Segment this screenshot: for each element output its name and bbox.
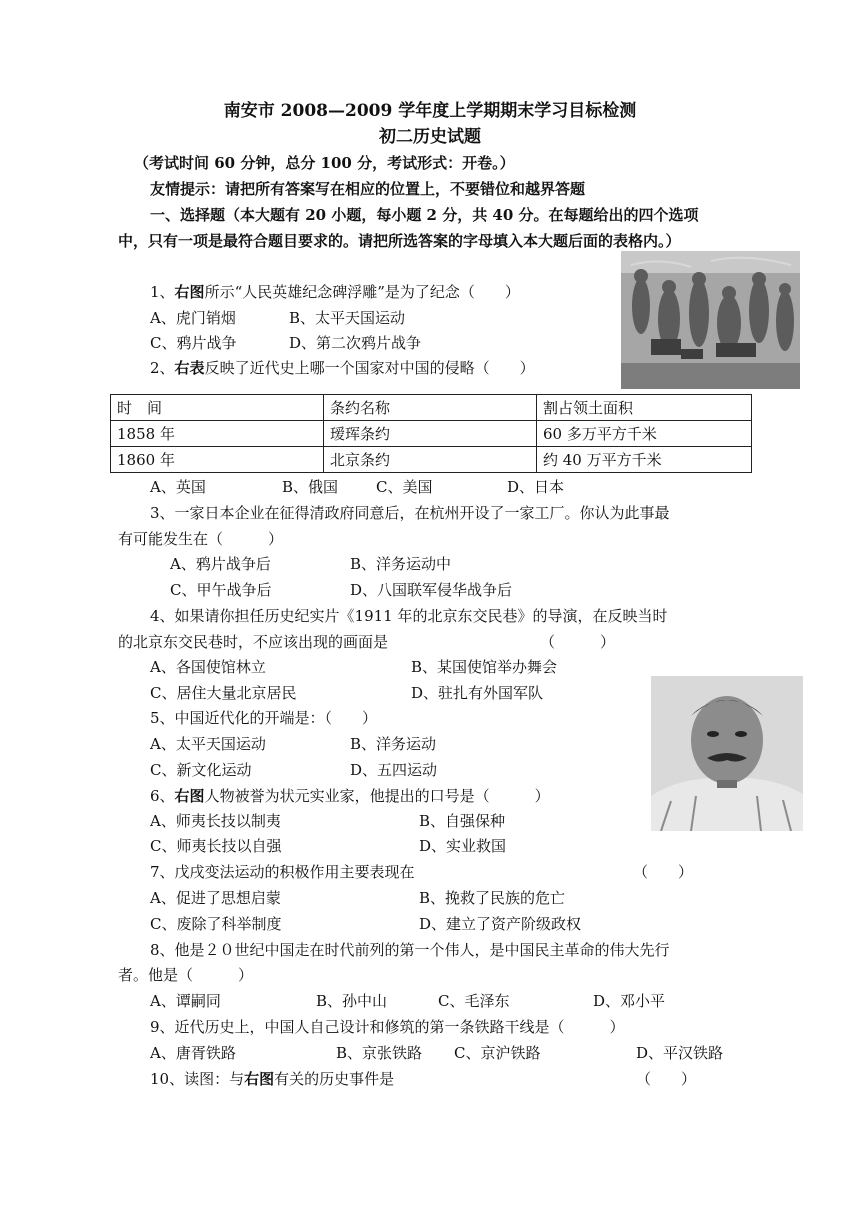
- q2-text: 反映了近代史上哪一个国家对中国的侵略（ ）: [204, 359, 535, 377]
- q2-option-d: D、日本: [507, 478, 565, 496]
- question-9: 9、近代历史上，中国人自己设计和修筑的第一条铁路干线是（ ）: [150, 1018, 625, 1036]
- q5-option-d: D、五四运动: [350, 761, 438, 779]
- question-3-line2: 有可能发生在（ ）: [118, 530, 284, 548]
- question-6: [150, 786, 550, 806]
- q10-text: 有关的历史事件是: [274, 1070, 395, 1088]
- q1-option-d: D、第二次鸦片战争: [289, 334, 422, 352]
- table-cell: 瑷珲条约: [324, 421, 537, 447]
- q1-emphasis: 右图: [174, 283, 205, 301]
- question-4-line2: 的北京东交民巷时，不应该出现的画面是: [118, 633, 389, 651]
- q3-option-c: C、甲午战争后: [170, 581, 272, 599]
- q9-option-c: C、京沪铁路: [454, 1044, 541, 1062]
- table-cell: 1860 年: [111, 447, 324, 473]
- treaty-table: [110, 394, 752, 473]
- q6-emphasis: 右图: [174, 787, 205, 805]
- monument-relief-image: [621, 251, 800, 389]
- section-heading-line1: 一、选择题（本大题有 20 小题，每小题 2 分，共 40 分。在每题给出的四个选项: [150, 206, 699, 224]
- q8-option-a: A、谭嗣同: [150, 992, 221, 1010]
- q9-option-b: B、京张铁路: [336, 1044, 423, 1062]
- q9-option-a: A、唐胥铁路: [150, 1044, 236, 1062]
- exam-info: （考试时间 60 分钟，总分 100 分，考试形式：开卷。）: [134, 154, 515, 172]
- q1-option-b: B、太平天国运动: [289, 309, 406, 327]
- q4-option-d: D、驻扎有外国军队: [411, 684, 544, 702]
- q5-option-a: A、太平天国运动: [150, 735, 266, 753]
- table-cell: 1858 年: [111, 421, 324, 447]
- q5-option-c: C、新文化运动: [150, 761, 252, 779]
- q4-option-c: C、居住大量北京居民: [150, 684, 297, 702]
- q1-text: 所示“人民英雄纪念碑浮雕”是为了纪念（ ）: [204, 283, 520, 301]
- question-2: [150, 358, 535, 378]
- q6-number: 6、: [150, 787, 175, 805]
- q3-option-a: A、鸦片战争后: [170, 555, 271, 573]
- section-heading-line2: 中，只有一项是最符合题目要求的。请把所选答案的字母填入本大题后面的表格内。）: [118, 232, 681, 250]
- friendly-tip: 友情提示：请把所有答案写在相应的位置上，不要错位和越界答题: [150, 180, 586, 198]
- question-8-line2: 者。他是（ ）: [118, 966, 254, 984]
- question-1: [150, 282, 520, 302]
- q1-number: 1、: [150, 283, 175, 301]
- q10-emphasis: 右图: [244, 1070, 275, 1088]
- q8-option-b: B、孙中山: [316, 992, 388, 1010]
- q6-option-b: B、自强保种: [419, 812, 506, 830]
- q5-option-b: B、洋务运动: [350, 735, 437, 753]
- question-4-line1: 4、如果请你担任历史纪实片《1911 年的北京东交民巷》的导演，在反映当时: [150, 607, 668, 625]
- q3-option-b: B、洋务运动中: [350, 555, 452, 573]
- q4-option-a: A、各国使馆林立: [150, 658, 266, 676]
- q2-option-a: A、英国: [150, 478, 206, 496]
- table-header-row: [111, 395, 752, 421]
- table-header-cell: 割占领土面积: [537, 395, 752, 421]
- q2-option-b: B、俄国: [282, 478, 339, 496]
- table-row: [111, 421, 752, 447]
- q7-answer-paren: （ ）: [633, 863, 694, 881]
- q7-option-d: D、建立了资产阶级政权: [419, 915, 582, 933]
- q6-text: 人物被誉为状元实业家，他提出的口号是（ ）: [204, 787, 550, 805]
- question-7: 7、戊戌变法运动的积极作用主要表现在: [150, 863, 415, 881]
- q6-option-d: D、实业救国: [419, 837, 507, 855]
- q1-option-a: A、虎门销烟: [150, 309, 236, 327]
- table-cell: 北京条约: [324, 447, 537, 473]
- table-cell: 约 40 万平方千米: [537, 447, 752, 473]
- q3-option-d: D、八国联军侵华战争后: [350, 581, 513, 599]
- q2-emphasis: 右表: [174, 359, 205, 377]
- q2-number: 2、: [150, 359, 175, 377]
- page-subtitle: 初二历史试题: [379, 127, 481, 147]
- table-row: [111, 447, 752, 473]
- q10-answer-paren: （ ）: [636, 1070, 697, 1088]
- q7-option-a: A、促进了思想启蒙: [150, 889, 281, 907]
- q8-option-c: C、毛泽东: [438, 992, 510, 1010]
- question-3-line1: 3、一家日本企业在征得清政府同意后，在杭州开设了一家工厂。你认为此事最: [150, 504, 670, 522]
- q4-option-b: B、某国使馆举办舞会: [411, 658, 558, 676]
- table-cell: 60 多万平方千米: [537, 421, 752, 447]
- q6-option-c: C、师夷长技以自强: [150, 837, 282, 855]
- question-5: 5、中国近代化的开端是：（ ）: [150, 709, 378, 727]
- q1-option-c: C、鸦片战争: [150, 334, 237, 352]
- page-title: 南安市 2008—2009 学年度上学期期末学习目标检测: [223, 101, 637, 121]
- q9-option-d: D、平汉铁路: [636, 1044, 724, 1062]
- portrait-photo: [651, 676, 803, 831]
- q8-option-d: D、邓小平: [593, 992, 666, 1010]
- question-10: [150, 1069, 394, 1089]
- table-header-cell: 条约名称: [324, 395, 537, 421]
- q7-option-b: B、挽救了民族的危亡: [419, 889, 566, 907]
- q2-option-c: C、美国: [376, 478, 433, 496]
- question-8-line1: 8、他是２０世纪中国走在时代前列的第一个伟人，是中国民主革命的伟大先行: [150, 941, 670, 959]
- q6-option-a: A、师夷长技以制夷: [150, 812, 281, 830]
- q10-number: 10、读图：与: [150, 1070, 245, 1088]
- q4-answer-paren: （ ）: [540, 633, 616, 651]
- table-header-cell: 时 间: [111, 395, 324, 421]
- q7-option-c: C、废除了科举制度: [150, 915, 282, 933]
